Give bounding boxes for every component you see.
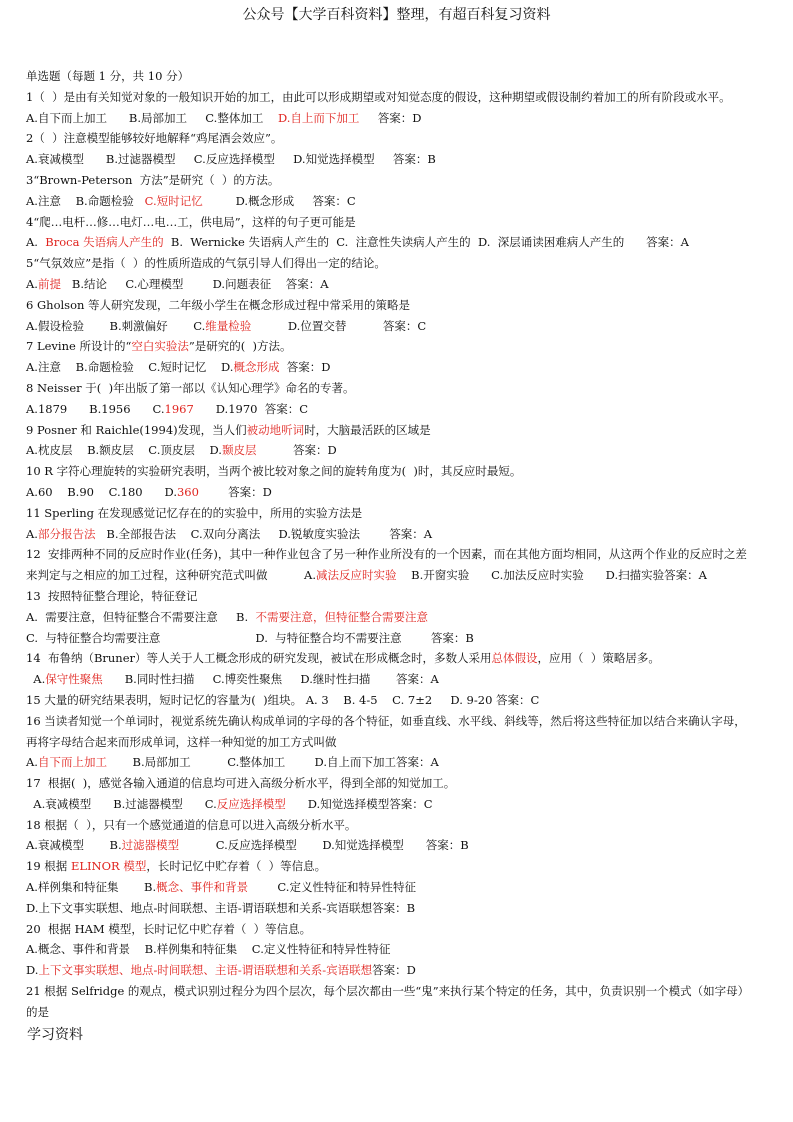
- text-line: [26, 274, 776, 295]
- text-segment: B.同时性扫描 C.博奕性聚焦 D.继时性扫描 答案：A: [102, 672, 439, 687]
- highlighted-answer: 被动地听词: [246, 422, 305, 437]
- text-segment: D.1970 答案：C: [193, 401, 309, 416]
- text-segment: C.定义性特征和特异性特征: [248, 880, 416, 895]
- text-segment: 20 根据 HAM 模型，长时记忆中贮存着（ ）等信息。: [26, 921, 312, 936]
- highlighted-answer: 过滤器模型: [121, 838, 180, 853]
- highlighted-answer: 360: [176, 484, 199, 499]
- text-segment: A.: [26, 672, 46, 687]
- text-segment: B. Wernicke 失语病人产生的 C. 注意性失读病人产生的 D. 深层诵读困难病人产生的 答案：A: [163, 235, 689, 250]
- text-segment: A.样例集和特征集 B.: [26, 880, 157, 895]
- text-segment: A.60 B.90 C.180 D.: [26, 484, 177, 499]
- highlighted-answer: 维量检验: [205, 318, 252, 333]
- text-segment: 5“气氛效应”是指（ ）的性质所造成的气氛引导人们得出一定的结论。: [26, 256, 386, 271]
- highlighted-answer: D.自上而下加工: [277, 110, 360, 125]
- text-segment: D.知觉选择模型答案：C: [285, 796, 433, 811]
- text-segment: D.: [26, 963, 39, 978]
- text-line: [26, 295, 776, 316]
- text-segment: A. 需要注意，但特征整合不需要注意 B.: [26, 609, 256, 624]
- text-line: [26, 732, 776, 753]
- text-segment: 19 根据: [26, 859, 71, 874]
- text-segment: 15 大量的研究结果表明，短时记忆的容量为( )组块。 A. 3 B. 4-5 C. 7±2 D. 9-20 答案：C: [26, 692, 540, 707]
- text-line: [26, 399, 776, 420]
- text-line: [26, 524, 776, 545]
- text-segment: A.: [26, 276, 38, 291]
- text-segment: ，应用（ ）策略居多。: [537, 651, 660, 666]
- text-segment: D.概念形成 答案：C: [202, 193, 356, 208]
- text-segment: A.: [26, 755, 38, 770]
- text-segment: A.枕皮层 B.额皮层 C.顶皮层 D.: [26, 443, 222, 458]
- highlighted-answer: 自下而上加工: [37, 755, 107, 770]
- text-line: [26, 815, 776, 836]
- text-line: [26, 565, 776, 586]
- text-segment: 2（ ）注意模型能够较好地解释“鸡尾酒会效应”。: [26, 131, 283, 146]
- text-line: [26, 503, 776, 524]
- text-line: [26, 108, 776, 129]
- text-segment: A.注意 B.命题检验 C.短时记忆 D.: [26, 360, 234, 375]
- text-segment: C.反应选择模型 D.知觉选择模型 答案：B: [179, 838, 469, 853]
- text-line: [26, 316, 776, 337]
- text-segment: B.局部加工 C.整体加工 D.自上而下加工答案：A: [106, 755, 439, 770]
- text-segment: 的是: [26, 1004, 49, 1019]
- text-segment: A.1879 B.1956 C.: [26, 401, 165, 416]
- text-segment: 4“爬…电杆…修…电灯…电…工，供电局”，这样的句子更可能是: [26, 214, 356, 229]
- page-header: 公众号【大学百科资料】整理，有超百科复习资料: [242, 7, 551, 23]
- text-segment: A.衰减模型 B.: [26, 838, 122, 853]
- highlighted-answer: 空白实验法: [131, 339, 189, 354]
- text-line: [26, 939, 776, 960]
- text-line: [26, 253, 776, 274]
- text-line: [26, 960, 776, 981]
- text-segment: A.自下而上加工 B.局部加工 C.整体加工: [26, 110, 278, 125]
- text-segment: 6 Gholson 等人研究发现，二年级小学生在概念形成过程中常采用的策略是: [26, 297, 411, 312]
- highlighted-answer: 保守性聚焦: [45, 672, 103, 687]
- highlighted-answer: 上下文事实联想、地点-时间联想、主语-谓语联想和关系-宾语联想: [38, 963, 373, 978]
- text-segment: 答案：D: [279, 360, 331, 375]
- text-line: [26, 66, 776, 87]
- text-line: [26, 544, 776, 565]
- text-segment: A.概念、事件和背景 B.样例集和特征集 C.定义性特征和特异性特征: [26, 942, 391, 957]
- question-list: [26, 66, 776, 1023]
- text-segment: 时，大脑最活跃的区域是: [304, 422, 431, 437]
- highlighted-answer: 前提: [37, 276, 61, 291]
- text-segment: 11 Sperling 在发现感觉记忆存在的的实验中，所用的实验方法是: [26, 505, 363, 520]
- text-segment: A.: [26, 235, 46, 250]
- highlighted-answer: 概念形成: [233, 360, 280, 375]
- text-line: [26, 482, 776, 503]
- highlighted-answer: 减法反应时实验: [316, 568, 397, 583]
- text-segment: 9 Posner 和 Raichle(1994)发现，当人们: [26, 422, 247, 437]
- text-line: [26, 170, 776, 191]
- text-line: [26, 773, 776, 794]
- text-segment: A.衰减模型 B.过滤器模型 C.反应选择模型 D.知觉选择模型 答案：B: [26, 152, 436, 167]
- text-line: [26, 981, 776, 1002]
- text-line: [26, 690, 776, 711]
- text-line: [26, 586, 776, 607]
- text-segment: 21 根据 Selfridge 的观点，模式识别过程分为四个层次，每个层次都由一些“鬼”来执行某个特定的任务，其中，负责识别一个模式（如字母）: [26, 984, 750, 999]
- text-segment: 7 Levine 所设计的“: [26, 339, 132, 354]
- text-segment: ，长时记忆中贮存着（ ）等信息。: [146, 859, 327, 874]
- text-segment: B.全部报告法 C.双向分离法 D.锐敏度实验法 答案：A: [95, 526, 432, 541]
- text-segment: 答案：D: [256, 443, 337, 458]
- text-segment: 再将字母结合起来而形成单词，这样一种知觉的加工方式叫做: [26, 734, 337, 749]
- text-line: [26, 378, 776, 399]
- text-segment: A.: [26, 526, 38, 541]
- text-segment: 12 安排两种不同的反应时作业(任务)，其中一种作业包含了另一种作业所没有的一个因素，而在其他方面均相同，从这两个作业的反应时之差: [26, 547, 747, 562]
- text-segment: 14 布鲁纳（Bruner）等人关于人工概念形成的研究发现，被试在形成概念时，多数人采用: [26, 651, 492, 666]
- text-segment: 答案：D: [372, 963, 416, 978]
- text-segment: B.结论 C.心理模型 D.问题表征 答案：A: [60, 276, 329, 291]
- highlighted-answer: C.短时记忆: [144, 193, 203, 208]
- text-line: [26, 336, 776, 357]
- text-segment: 13 按照特征整合理论，特征登记: [26, 588, 198, 603]
- text-segment: 答案：D: [198, 484, 272, 499]
- text-segment: 18 根据（ ），只有一个感觉通道的信息可以进入高级分析水平。: [26, 817, 357, 832]
- text-line: [26, 628, 776, 649]
- text-line: [26, 87, 776, 108]
- text-line: [26, 191, 776, 212]
- text-line: [26, 669, 776, 690]
- text-segment: 1（ ）是由有关知觉对象的一般知识开始的加工，由此可以形成期望或对知觉态度的假设，这种期望或假设制约着加工的所有阶段或水平。: [26, 89, 731, 104]
- text-line: [26, 440, 776, 461]
- highlighted-answer: ELINOR 模型: [70, 859, 147, 874]
- text-line: [26, 128, 776, 149]
- text-segment: B.开窗实验 C.加法反应时实验 D.扫描实验答案：A: [396, 568, 707, 583]
- highlighted-answer: 不需要注意，但特征整合需要注意: [255, 609, 428, 624]
- text-segment: D.上下文事实联想、地点-时间联想、主语-谓语联想和关系-宾语联想答案：B: [26, 900, 416, 915]
- text-line: [26, 752, 776, 773]
- text-segment: 3“Brown-Peterson 方法”是研究（ ）的方法。: [26, 172, 280, 187]
- text-line: [26, 648, 776, 669]
- text-segment: A.衰减模型 B.过滤器模型 C.: [26, 796, 217, 811]
- text-line: [26, 856, 776, 877]
- text-line: [26, 919, 776, 940]
- text-line: [26, 212, 776, 233]
- text-line: [26, 149, 776, 170]
- text-segment: 16 当读者知觉一个单词时，视觉系统先确认构成单词的字母的各个特征，如垂直线、水平线、斜线等，然后将这些特征加以结合来确认字母，: [26, 713, 746, 728]
- text-line: [26, 794, 776, 815]
- text-line: [26, 232, 776, 253]
- text-line: [26, 877, 776, 898]
- text-segment: ”是研究的( )方法。: [188, 339, 292, 354]
- highlighted-answer: 颞皮层: [221, 443, 257, 458]
- text-line: [26, 1002, 776, 1023]
- text-segment: 17 根据( )，感觉各输入通道的信息均可进入高级分析水平，得到全部的知觉加工。: [26, 776, 456, 791]
- text-segment: 8 Neisser 于( )年出版了第一部以《认知心理学》命名的专著。: [26, 380, 355, 395]
- highlighted-answer: 1967: [164, 401, 194, 416]
- text-segment: D.位置交替 答案：C: [251, 318, 427, 333]
- text-line: [26, 607, 776, 628]
- text-segment: 单选题（每题 1 分，共 10 分）: [26, 69, 190, 83]
- highlighted-answer: 部分报告法: [37, 526, 96, 541]
- highlighted-answer: 反应选择模型: [216, 796, 286, 811]
- text-line: [26, 711, 776, 732]
- highlighted-answer: 总体假设: [491, 651, 538, 666]
- text-segment: A.假设检验 B.刺激偏好 C.: [26, 318, 206, 333]
- text-line: [26, 461, 776, 482]
- highlighted-answer: 概念、事件和背景: [156, 880, 249, 895]
- page-footer: 学习资料: [27, 1027, 83, 1043]
- text-line: [26, 420, 776, 441]
- text-line: [26, 898, 776, 919]
- text-segment: C. 与特征整合均需要注意 D. 与特征整合均不需要注意 答案：B: [26, 630, 474, 645]
- text-segment: 来判定与之相应的加工过程，这种研究范式叫做 A.: [26, 568, 317, 583]
- text-line: [26, 357, 776, 378]
- text-line: [26, 835, 776, 856]
- text-segment: 答案：D: [359, 110, 422, 125]
- highlighted-answer: Broca 失语病人产生的: [45, 235, 164, 250]
- text-segment: 10 R 字符心理旋转的实验研究表明，当两个被比较对象之间的旋转角度为( )时，其反应时最短。: [26, 464, 522, 479]
- text-segment: A.注意 B.命题检验: [26, 193, 145, 208]
